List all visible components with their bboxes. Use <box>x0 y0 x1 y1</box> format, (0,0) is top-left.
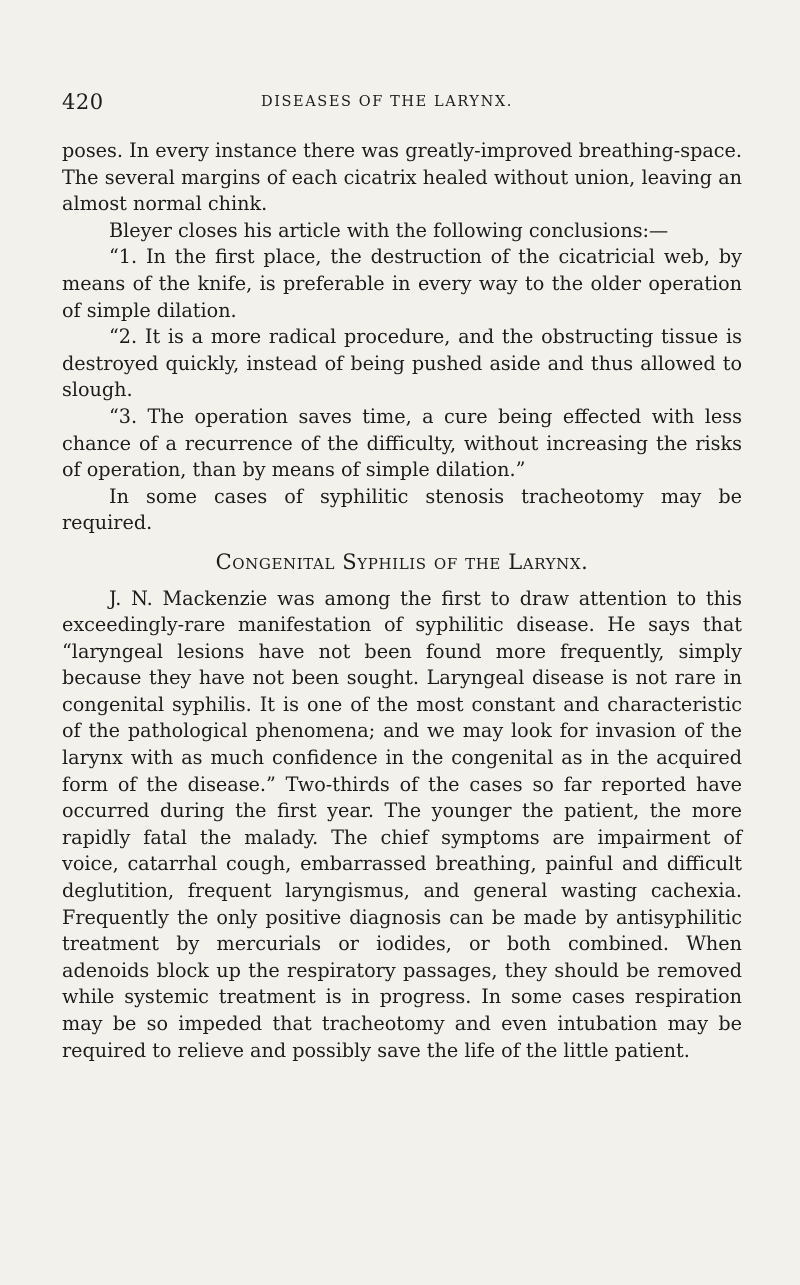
conclusion-3: “3. The operation saves time, a cure being effected with less chance of a recurrence of the difficulty, without increasing the risks of operation, than by means of simple dilation.” <box>62 404 742 482</box>
running-title: DISEASES OF THE LARYNX. <box>260 94 514 110</box>
running-head <box>62 90 742 120</box>
paragraph-bleyer-intro: Bleyer closes his article with the following conclusions:— <box>109 218 669 242</box>
conclusion-2: “2. It is a more radical procedure, and the obstructing tissue is destroyed quickly, instead of being pushed aside and thus allowed to slough. <box>62 325 742 402</box>
section-heading: Congenital Syphilis of the Larynx. <box>215 549 589 574</box>
paragraph-congenital-syphilis: J. N. Mackenzie was among the first to draw attention to this exceedingly-rare manifestation of syphilitic disease. He says that “laryngeal lesions have not been found more frequently, simply because they have not been sought. Laryngeal disease is not rare in congenital syphilis. It is one of the most constant and characteristic of the pathological phenomena; and we may look for invasion of the larynx with as much confidence in the congenital as in the acquired form of the disease.” Two-thirds of the cases so far reported have occurred during the first year. The younger the patient, the more rapidly fatal the malady. The chief symptoms are impairment of voice, catarrhal cough, embarrassed breathing, painful and difficult deglutition, frequent laryngismus, and general wasting cachexia. Frequently the only positive diagnosis can be made by antisyphilitic treatment by mercurials or iodides, or both combined. When adenoids block up the respiratory passages, they should be removed while systemic treatment is in progress. In some cases respiration may be so impeded that tracheotomy and even intubation may be required to relieve and possibly save the life of the little patient. <box>62 586 742 1062</box>
paragraph-tracheotomy: In some cases of syphilitic stenosis tracheotomy may be required. <box>62 484 742 535</box>
body-text <box>62 138 742 1064</box>
paragraph-continuation: poses. In every instance there was greatly-improved breathing-space. The several margins of each cicatrix healed without union, leaving an almost normal chink. <box>62 139 742 216</box>
conclusion-1: “1. In the first place, the destruction of the cicatricial web, by means of the knife, is preferable in every way to the older operation of simple dilation. <box>62 245 742 322</box>
page-number: 420 <box>62 90 104 114</box>
